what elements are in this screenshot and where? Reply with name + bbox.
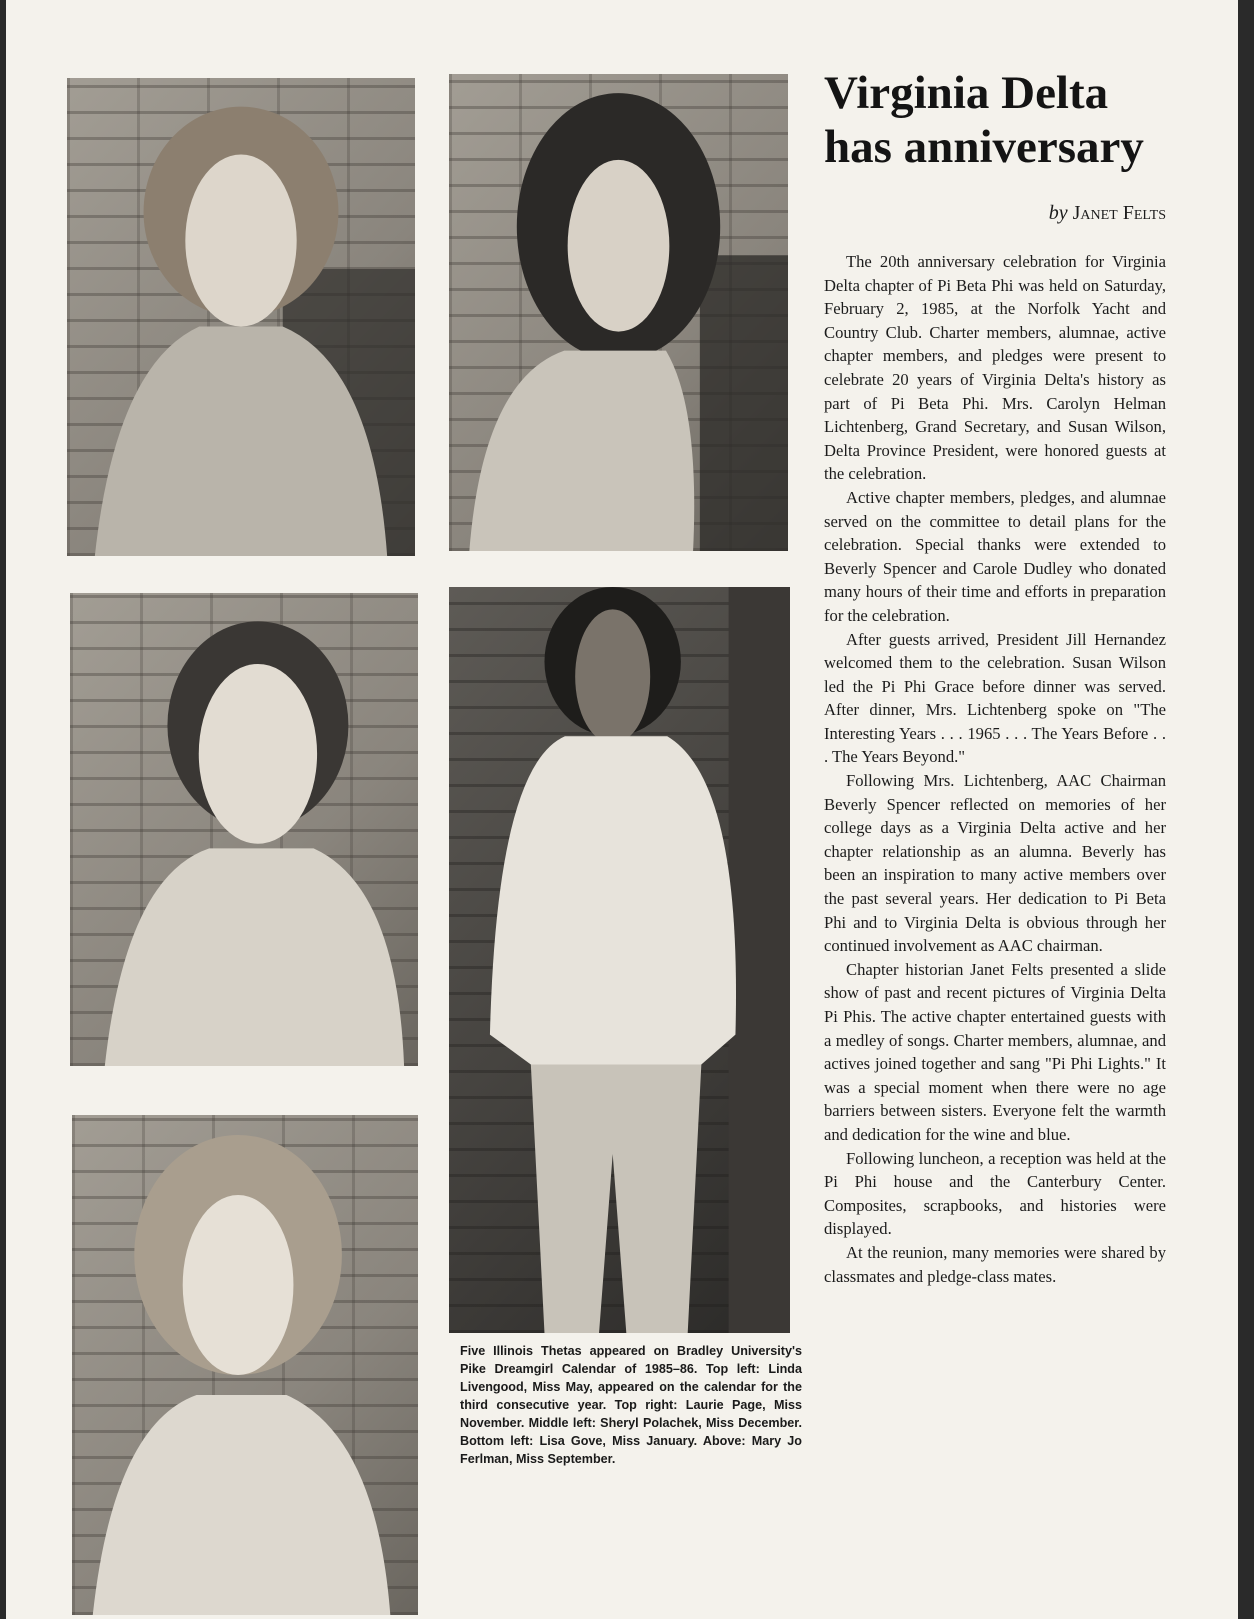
byline-author: Janet Felts [1072,202,1166,224]
article-paragraph: Active chapter members, pledges, and alumnae served on the committee to detail plans for the celebration. Special thanks were extended to Beverly Spencer and Carole Dudley who donated many hours of their time and efforts in preparation for the celebration. [824,487,1166,625]
article-paragraph: Following Mrs. Lichtenberg, AAC Chairman Beverly Spencer reflected on memories of her college days as a Virginia Delta active and her chapter relationship as an alumna. Beverly has been an inspiration to many active members over the past several years. Her dedication to Pi Beta Phi and to Virginia Delta is obvious through her continued involvement as AAC chairman. [824,771,1166,956]
photo-top-right [449,74,788,551]
article-body [824,250,1166,1288]
article-paragraph: Following luncheon, a reception was held at the Pi Phi house and the Canterbury Center. Composites, scrapbooks, and histories were displayed. [824,1148,1166,1239]
article-paragraph: After guests arrived, President Jill Hernandez welcomed them to the celebration. Susan Wilson led the Pi Phi Grace before dinner was served. After dinner, Mrs. Lichtenberg spoke on "The Interesting Years . . . 1965 . . . The Years Before . . . The Years Beyond." [824,629,1166,767]
byline-prefix: by [1048,202,1068,224]
article-headline: Virginia Delta has anniversary [824,67,1144,173]
photo-right-full-length [449,587,790,1333]
article-paragraph: At the reunion, many memories were shared by classmates and pledge-class mates. [824,1242,1166,1286]
article-paragraph: Chapter historian Janet Felts presented a slide show of past and recent pictures of Virginia Delta Pi Phis. The active chapter entertained guests with a medley of songs. Charter members, alumnae, and actives joined together and sang "Pi Phi Lights." It was a special moment when there were no age barriers between sisters. Everyone felt the warmth and dedication for the wine and blue. [824,959,1166,1144]
photo-bottom-left [72,1115,418,1615]
article-paragraph: The 20th anniversary celebration for Virginia Delta chapter of Pi Beta Phi was held on Saturday, February 2, 1985, at the Norfolk Yacht and Country Club. Charter members, alumnae, active chapter members, and pledges were present to celebrate 20 years of Virginia Delta's history as part of Pi Beta Phi. Mrs. Carolyn Helman Lichtenberg, Grand Secretary, and Susan Wilson, Delta Province President, were honored guests at the celebration. [824,252,1166,484]
magazine-page [6,0,1238,1619]
photo-caption: Five Illinois Thetas appeared on Bradley University's Pike Dreamgirl Calendar of 1985–86. Top left: Linda Livengood, Miss May, appeared on the calendar for the third consecutive year. Top right: Laurie Page, Miss November. Middle left: Sheryl Polachek, Miss December. Bottom left: Lisa Gove, Miss January. Above: Mary Jo Ferlman, Miss September. [460,1344,802,1466]
byline [826,202,1166,225]
photo-middle-left [70,593,418,1066]
photo-top-left [67,78,415,556]
